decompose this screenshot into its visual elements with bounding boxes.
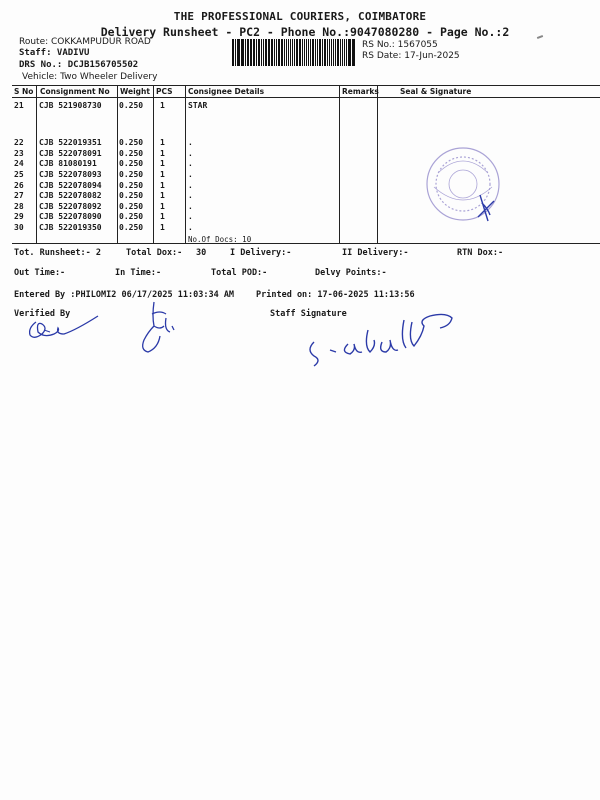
verifier-signature-icon <box>14 304 104 344</box>
cell-weight: 0.250 <box>119 101 144 110</box>
table-left-edge <box>12 85 13 243</box>
barcode-bar <box>238 39 240 66</box>
col-divider-consignee <box>339 85 340 243</box>
cell-sno: 27 <box>14 191 24 200</box>
col-divider-remarks <box>377 85 378 243</box>
cell-consignee: . <box>188 191 193 200</box>
no-of-docs: No.Of Docs: 10 <box>188 235 252 244</box>
staff-label: Staff: VADIVU <box>19 48 90 58</box>
cell-sno: 29 <box>14 212 24 221</box>
cell-consignee: . <box>188 149 193 158</box>
cell-weight: 0.250 <box>119 191 144 200</box>
rs-date: RS Date: 17-Jun-2025 <box>362 51 460 61</box>
cell-consignment: CJB 522078093 <box>39 170 102 179</box>
barcode-bar <box>269 39 270 66</box>
barcode-bar <box>292 39 293 66</box>
total-dox-value: 30 <box>196 248 207 258</box>
th-weight: Weight <box>120 87 150 96</box>
cell-pcs: 1 <box>160 101 165 110</box>
barcode-bar <box>274 39 275 66</box>
cell-pcs: 1 <box>160 191 165 200</box>
barcode-bar <box>271 39 273 66</box>
col-divider-cn <box>117 85 118 243</box>
cell-pcs: 1 <box>160 223 165 232</box>
th-seal-signature: Seal & Signature <box>400 87 472 96</box>
vehicle-label: Vehicle: Two Wheeler Delivery <box>22 72 158 82</box>
barcode-bar <box>284 39 285 66</box>
barcode-bar <box>232 39 234 66</box>
barcode-bar <box>337 39 339 66</box>
cell-consignment: CJB 522078094 <box>39 181 102 190</box>
verified-by-label: Verified By <box>14 309 71 319</box>
cell-consignment: CJB 521908730 <box>39 101 102 110</box>
barcode-bar <box>353 39 355 66</box>
cell-weight: 0.250 <box>119 202 144 211</box>
barcode-bar <box>290 39 291 66</box>
cell-consignment: CJB 522078082 <box>39 191 102 200</box>
cell-consignment: CJB 522019351 <box>39 138 102 147</box>
barcode-bar <box>265 39 267 66</box>
barcode-bar <box>253 39 255 66</box>
cell-pcs: 1 <box>160 149 165 158</box>
barcode-bar <box>342 39 343 66</box>
entered-by: Entered By :PHILOMI2 06/17/2025 11:03:34 AM <box>14 290 235 300</box>
barcode-bar <box>296 39 298 66</box>
cell-sno: 23 <box>14 149 24 158</box>
cell-weight: 0.250 <box>119 159 144 168</box>
cell-consignee: . <box>188 223 193 232</box>
barcode-bar <box>281 39 283 66</box>
barcode-bar <box>317 39 318 66</box>
cell-consignment: CJB 522078092 <box>39 202 102 211</box>
cell-consignment: CJB 81080191 <box>39 159 97 168</box>
barcode-bar <box>319 39 322 66</box>
barcode-bar <box>329 39 330 66</box>
barcode-bar <box>310 39 311 66</box>
company-title: THE PROFESSIONAL COURIERS, COIMBATORE <box>173 10 427 23</box>
staff-signature-label: Staff Signature <box>270 309 347 319</box>
barcode-bar <box>241 39 244 66</box>
cell-consignee: . <box>188 181 193 190</box>
cell-consignee: STAR <box>188 101 208 110</box>
barcode-bar <box>288 39 290 66</box>
cell-weight: 0.250 <box>119 223 144 232</box>
staff-signature-icon <box>300 300 470 370</box>
barcode-bar <box>250 39 252 66</box>
barcode-bar <box>312 39 314 66</box>
delvy-points: Delvy Points:- <box>315 268 387 278</box>
drs-number: DRS No.: DCJB156705502 <box>19 60 139 70</box>
barcode-bar <box>333 39 334 66</box>
barcode-bar <box>248 39 249 66</box>
barcode-bar <box>286 39 287 66</box>
rtn-dox: RTN Dox:- <box>457 248 504 258</box>
cell-weight: 0.250 <box>119 170 144 179</box>
barcode-bar <box>308 39 310 66</box>
staff-initial-signature-icon <box>130 296 190 358</box>
barcode-bar <box>331 39 333 66</box>
cell-pcs: 1 <box>160 181 165 190</box>
barcode-bar <box>340 39 342 66</box>
barcode-bar <box>245 39 246 66</box>
barcode-bar <box>315 39 316 66</box>
barcode-bar <box>324 39 326 66</box>
cell-consignment: CJB 522078090 <box>39 212 102 221</box>
table-header-border <box>12 97 600 98</box>
i-delivery: I Delivery:- <box>230 248 292 258</box>
route-label: Route: COKKAMPUDUR ROAD <box>19 37 151 47</box>
barcode-bar <box>302 39 303 66</box>
table-bottom-border <box>12 243 600 244</box>
barcode-bar <box>306 39 307 66</box>
cell-sno: 26 <box>14 181 24 190</box>
barcode-bar <box>346 39 347 66</box>
barcode-bar <box>258 39 261 66</box>
cell-pcs: 1 <box>160 212 165 221</box>
ii-delivery: II Delivery:- <box>342 248 409 258</box>
barcode-bar <box>344 39 345 66</box>
col-divider-sno <box>36 85 37 243</box>
runsheet-subtitle: Delivery Runsheet - PC2 - Phone No.:9047080280 - Page No.:2 <box>100 25 510 39</box>
barcode-bar <box>348 39 351 66</box>
barcode-bar <box>327 39 328 66</box>
th-sno: S No <box>14 87 34 96</box>
cell-pcs: 1 <box>160 138 165 147</box>
seal-stamp-icon <box>422 143 504 225</box>
cell-sno: 21 <box>14 101 24 110</box>
cell-sno: 24 <box>14 159 24 168</box>
th-remarks: Remarks <box>342 87 379 96</box>
cell-weight: 0.250 <box>119 149 144 158</box>
cell-sno: 28 <box>14 202 24 211</box>
th-consignment: Consignment No <box>40 87 110 96</box>
barcode-bar <box>263 39 264 66</box>
barcode-bar <box>235 39 236 66</box>
cell-pcs: 1 <box>160 159 165 168</box>
th-consignee: Consignee Details <box>188 87 265 96</box>
barcode-icon <box>232 39 356 66</box>
cell-pcs: 1 <box>160 170 165 179</box>
tot-runsheet: Tot. Runsheet:- 2 <box>14 248 101 258</box>
th-pcs: PCS <box>156 87 173 96</box>
barcode-bar <box>352 39 353 66</box>
cell-weight: 0.250 <box>119 181 144 190</box>
cell-sno: 22 <box>14 138 24 147</box>
barcode-bar <box>276 39 277 66</box>
barcode-bar <box>335 39 336 66</box>
cell-consignee: . <box>188 202 193 211</box>
cell-consignment: CJB 522019350 <box>39 223 102 232</box>
table-top-border <box>12 85 600 86</box>
barcode-bar <box>294 39 295 66</box>
barcode-bar <box>256 39 257 66</box>
barcode-bar <box>268 39 269 66</box>
barcode-bar <box>278 39 281 66</box>
total-dox-label: Total Dox:- <box>126 248 183 258</box>
cell-sno: 30 <box>14 223 24 232</box>
in-time: In Time:- <box>115 268 162 278</box>
cell-consignee: . <box>188 138 193 147</box>
cell-weight: 0.250 <box>119 212 144 221</box>
col-divider-pcs <box>185 85 186 243</box>
barcode-bar <box>247 39 248 66</box>
cell-consignee: . <box>188 159 193 168</box>
cell-consignee: . <box>188 212 193 221</box>
barcode-bar <box>322 39 323 66</box>
cell-consignee: . <box>188 170 193 179</box>
cell-consignment: CJB 522078091 <box>39 149 102 158</box>
printed-on: Printed on: 17-06-2025 11:13:56 <box>256 290 415 300</box>
col-divider-weight <box>153 85 154 243</box>
barcode-bar <box>261 39 262 66</box>
cell-pcs: 1 <box>160 202 165 211</box>
total-pod: Total POD:- <box>211 268 268 278</box>
cell-weight: 0.250 <box>119 138 144 147</box>
barcode-bar <box>304 39 305 66</box>
rs-number: RS No.: 1567055 <box>362 40 438 50</box>
barcode-bar <box>237 39 238 66</box>
barcode-bar <box>299 39 302 66</box>
out-time: Out Time:- <box>14 268 66 278</box>
cell-sno: 25 <box>14 170 24 179</box>
